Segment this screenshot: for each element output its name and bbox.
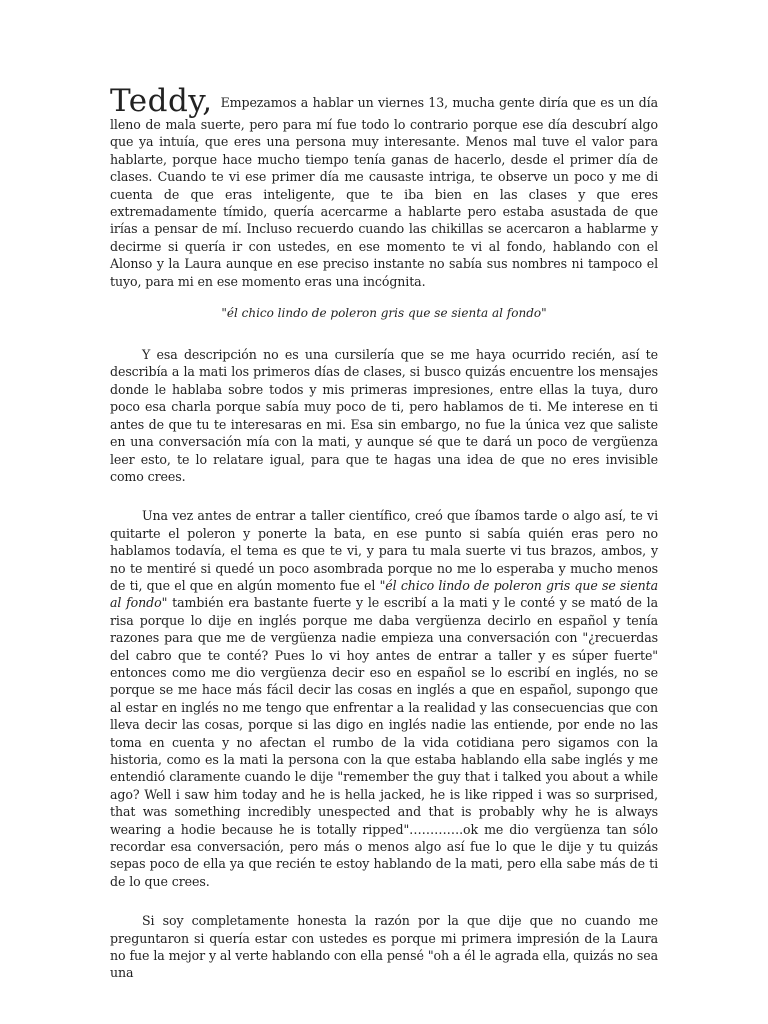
paragraph-3	[110, 507, 658, 890]
paragraph-3-text-b: también era bastante fuerte y le escribí a la mati y le conté y se mató de la risa porque lo dije en inglés porque me daba vergüenza decirlo en español y tenía razones para que me de vergüenza nadie empieza una conversación con "¿recuerdas del cabro que te conté? Pues lo vi hoy antes de entrar a taller y es súper fuerte" entonces como me dio vergüenza decir eso en español se lo escribí en inglés, no se porque se me hace más fácil decir las cosas en inglés a que en español, supongo que al estar en inglés no me tengo que enfrentar a la realidad y las consecuencias que con lleva decir las cosas, porque si las digo en inglés nadie las entiende, por ende no las toma en cuenta y no afectan el rumbo de la vida cotidiana pero sigamos con la historia, como es la mati la persona con la que estaba hablando ella sabe inglés y me entendió claramente cuando le dije "remember the guy that i talked you about a while ago? Well i saw him today and he is hella jacked, he is like ripped i was so surprised, that was something incredibly unespected and that is probably why he is always wearing a hodie because he is totally ripped"………….ok me dio vergüenza tan sólo recordar esa conversación, pero más o menos algo así fue lo que le dije y tu quizás sepas poco de ella ya que recién te estoy hablando de la mati, pero ella sabe más de ti de lo que crees.	[110, 595, 658, 889]
greeting: Teddy,	[110, 83, 213, 119]
paragraph-gap	[110, 485, 658, 507]
paragraph-3-text-a: Una vez antes de entrar a taller científico, creó que íbamos tarde o algo así, te vi quitarte el poleron y ponerte la bata, en ese punto si sabía quién eras pero no hablamos todavía, el tema es que te vi, y para tu mala suerte vi tus brazos, ambos, y no te mentiré si quedé un poco asombrada porque no me lo esperaba y mucho menos de ti, que el que en algún momento fue el	[110, 508, 658, 593]
paragraph-1	[110, 83, 658, 290]
paragraph-4: Si soy completamente honesta la razón por la que dije que no cuando me preguntaron si quería estar con ustedes es porque mi primera impresión de la Laura no fue la mejor y al verte hablando con ella pensé "oh a él le agrada ella, quizás no sea una	[110, 913, 658, 981]
quote-line: "él chico lindo de poleron gris que se sienta al fondo"	[221, 306, 547, 321]
paragraph-gap	[110, 890, 658, 912]
paragraph-2: Y esa descripción no es una cursilería que se me haya ocurrido recién, así te describía a la mati los primeros días de clases, si busco quizás encuentre los mensajes donde le hablaba sobre todos y mis primeras impresiones, entre ellas la tuya, duro poco esa charla porque sabía muy poco de ti, pero hablamos de ti. Me interese en ti antes de que tu te interesaras en mi. Esa sin embargo, no fue la única vez que saliste en una conversación mía con la mati, y aunque sé que te dará un poco de vergüenza leer esto, te lo relatare igual, para que te hagas una idea de que no eres invisible como crees.	[110, 347, 658, 484]
paragraph-3-inline-quote: "él chico lindo de poleron gris que se sienta al fondo"	[110, 577, 659, 611]
paragraph-1-text: Empezamos a hablar un viernes 13, mucha gente diría que es un día lleno de mala suerte, pero para mí fue todo lo contrario porque ese día descubrí algo que ya intuía, que eres una persona muy interesante. Menos mal tuve el valor para hablarte, porque hace mucho tiempo tenía ganas de hacerlo, desde el primer día de clases. Cuando te vi ese primer día me causaste intriga, te observe un poco y me di cuenta de que eras inteligente, que te iba bien en las clases y que eres extremadamente tímido, quería acercarme a hablarte pero estaba asustada de que irías a pensar de mí. Incluso recuerdo cuando las chikillas se acercaron a hablarme y decirme si quería ir con ustedes, en ese momento te vi al fondo, hablando con el Alonso y la Laura aunque en ese preciso instante no sabía sus nombres ni tampoco el tuyo, para mi en ese momento eras una incógnita.	[110, 95, 658, 289]
